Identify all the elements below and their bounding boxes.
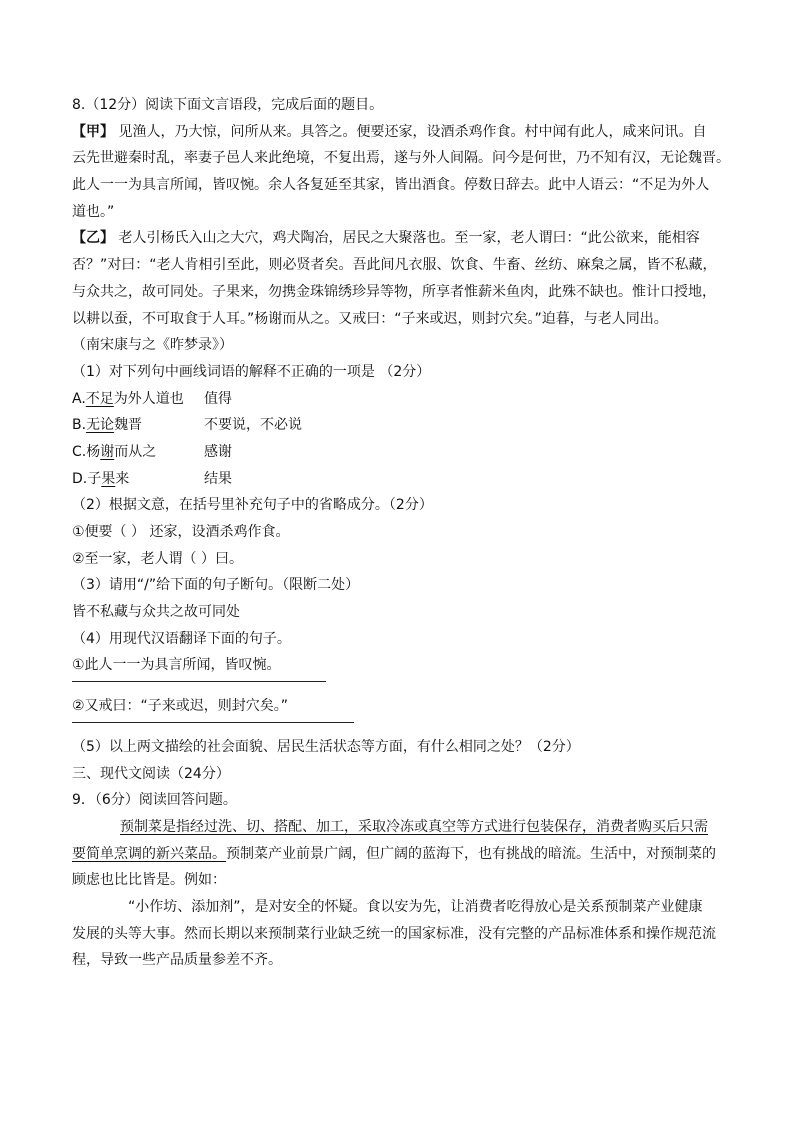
- q9-header: 9．（6分）阅读回答问题。: [72, 792, 237, 809]
- jia-text-1: 见渔人，乃大惊，问所从来。具答之。便要还家，设酒杀鸡作食。村中闻有此人，咸来问讯。自: [114, 123, 707, 140]
- q9-para2-line1: “小作坊、添加剂”，是对安全的怀疑。食以安为先，让消费者吃得放心是关系预制菜产业健康: [128, 898, 703, 915]
- jia-line-2: 云先世避秦时乱，率妻子邑人来此绝境，不复出焉，遂与外人间隔。问今是何世，乃不知有汉，无论魏晋。: [72, 150, 730, 167]
- yi-line-3: 与众共之，故可同处。子果来，勿携金珠锦绣珍异等物，所享者惟薪米鱼肉，此殊不缺也。惟计口授地，: [72, 283, 716, 300]
- sub2-item-1: ①便要（ ） 还家，设酒杀鸡作食。: [72, 524, 290, 540]
- yi-tag: 【乙】: [72, 230, 114, 247]
- q9-para1-line3: 顾虑也比比皆是。例如：: [72, 872, 226, 889]
- yi-line-4: 以耕以蚕，不可取食于人耳。”杨谢而从之。又戒曰：“子来或迟，则封穴矣。”迫暮，与老人同出。: [72, 310, 668, 327]
- q9-para1-rest: 预制菜产业前景广阔，但广阔的蓝海下，也有挑战的暗流。生活中，对预制菜的: [226, 845, 716, 862]
- q8-header: 8.（12分）阅读下面文言语段，完成后面的题目。: [72, 97, 384, 113]
- q9-para1-line1: [72, 814, 727, 841]
- sub4-stem: （4）用现代汉语翻译下面的句子。: [72, 630, 291, 647]
- sub2-stem: （2）根据文意，在括号里补充句子中的省略成分。（2分）: [72, 497, 433, 514]
- yi-line-1: [72, 225, 727, 252]
- sub5-stem: （5）以上两文描绘的社会面貌、居民生活状态等方面，有什么相同之处？（2分）: [72, 738, 580, 755]
- option-b-gloss: 不要说，不必说: [204, 417, 302, 434]
- option-d: D.子果来 结果: [72, 470, 232, 487]
- q9-para2-line3: 程，导致一些产品质量参差不齐。: [72, 952, 282, 969]
- definition-underlined-2: 要简单烹调的新兴菜品。: [72, 845, 226, 862]
- q9-para1-line2: [72, 841, 727, 868]
- yi-text-1: 老人引杨氏入山之大穴，鸡犬陶冶，居民之大聚落也。至一家，老人谓曰：“此公欲来，能相容: [114, 230, 700, 247]
- section-3-title: 三、现代文阅读（24分）: [72, 765, 230, 782]
- jia-line-1: [72, 119, 727, 146]
- option-a: A.不足为外人道也 值得: [72, 390, 232, 407]
- jia-tag: 【甲】: [72, 123, 114, 140]
- sub4-item-2: ②又戒曰：“子来或迟，则封穴矣。”: [72, 698, 289, 715]
- answer-line-1[interactable]: [72, 681, 326, 682]
- sub2-item-2: ②至一家，老人谓（ ）曰。: [72, 550, 244, 567]
- option-c: C.杨谢而从之 感谢: [72, 443, 232, 460]
- jia-line-3: 此人一一为具言所闻，皆叹惋。余人各复延至其家，皆出酒食。停数日辞去。此中人语云：“不足为外人: [72, 177, 710, 194]
- exam-page: [72, 92, 730, 974]
- definition-underlined-1: 预制菜是指经过洗、切、搭配、加工，采取冷冻或真空等方式进行包装保存，消费者购买后只需: [120, 818, 708, 835]
- jia-line-4: 道也。”: [72, 203, 115, 220]
- sub3-stem: （3）请用“/”给下面的句子断句。（限断二处）: [72, 577, 360, 594]
- option-c-gloss: 感谢: [204, 443, 232, 460]
- answer-line-2[interactable]: [72, 722, 354, 723]
- yi-line-2: 否？”对曰：“老人肯相引至此，则必贤者矣。吾此间凡衣服、饮食、牛畜、丝纺、麻枲之属，皆不私藏，: [72, 257, 717, 274]
- q9-para2-line2: 发展的头等大事。然而长期以来预制菜行业缺乏统一的国家标准，没有完整的产品标准体系和操作规范流: [72, 925, 716, 942]
- sub1-stem: （1）对下列句中画线词语的解释不正确的一项是 （2分）: [72, 363, 431, 380]
- sub4-item-1: ①此人一一为具言所闻，皆叹惋。: [72, 657, 281, 674]
- option-b: B.无论魏晋 不要说，不必说: [72, 417, 302, 434]
- yi-source: （南宋康与之《昨梦录》）: [72, 337, 233, 354]
- option-d-gloss: 结果: [204, 470, 232, 487]
- sub3-sentence: 皆不私藏与众共之故可同处: [72, 604, 240, 621]
- option-a-gloss: 值得: [204, 390, 232, 407]
